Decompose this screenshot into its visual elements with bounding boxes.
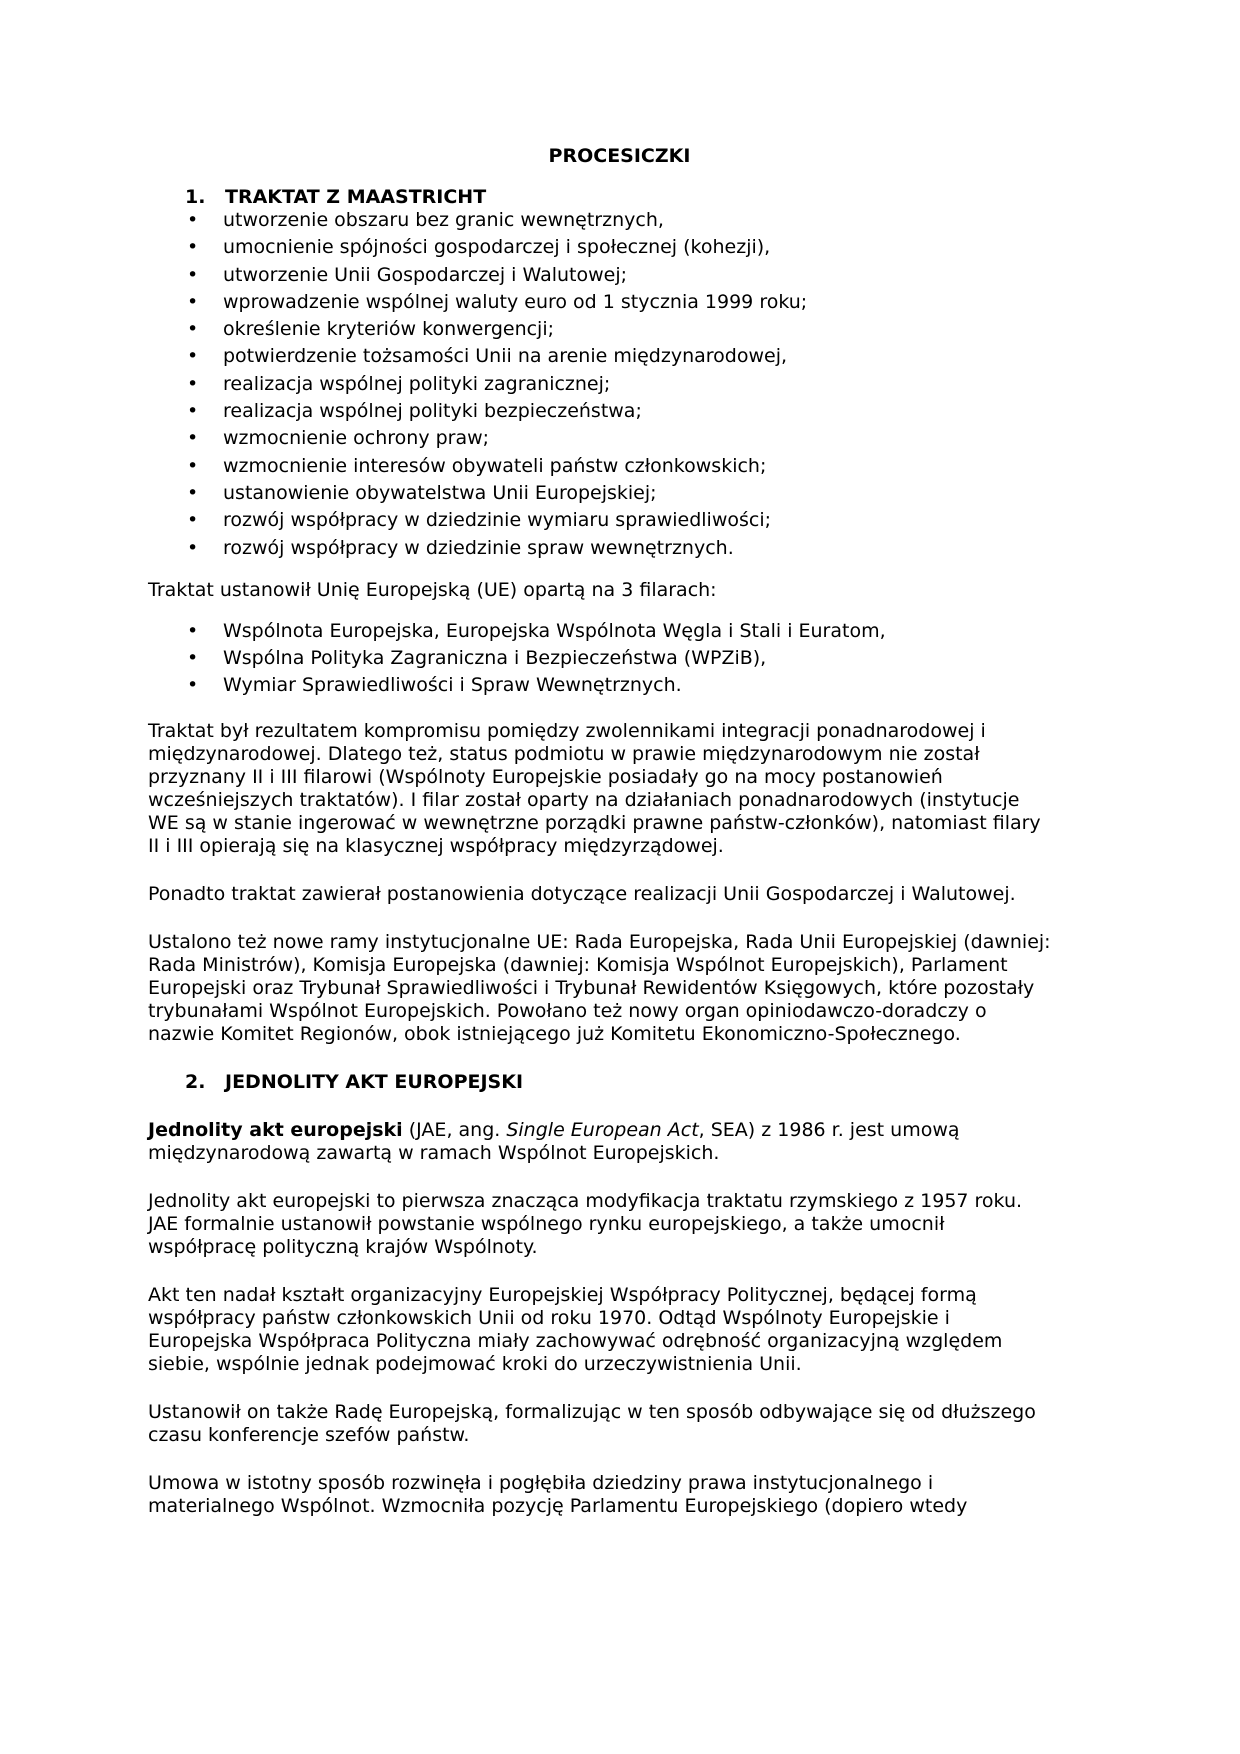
paragraph-compromise: Traktat był rezultatem kompromisu pomiędzy zwolennikami integracji ponadnarodowej i międzynarodowej. Dlatego też, status podmiotu w prawie międzynarodowym nie został przyznany II i III filarowi (Wspólnoty Europejskie posiadały go na mocy postanowień wcześniejszych traktatów). I filar został oparty na działaniach ponadnarodowych (instytucje WE są w stanie ingerować w wewnętrzne porządki prawne państw-członków), natomiast filary II i III opierają się na klasycznej współpracy międzyrządowej.: [148, 719, 1041, 857]
paragraph-modification: Jednolity akt europejski to pierwsza znacząca modyfikacja traktatu rzymskiego z 1957 roku. JAE formalnie ustanowił powstanie wspólnego rynku europejskiego, a także umocnił współpracę polityczną krajów Wspólnoty.: [148, 1189, 1023, 1258]
section-heading-maastricht: [148, 186, 1098, 209]
paragraph-definition: Jednolity akt europejski (JAE, ang. Single European Act, SEA) z 1986 r. jest umową międzynarodową zawartą w ramach Wspólnot Europejskich.: [148, 1118, 960, 1164]
pillars-intro: Traktat ustanowił Unię Europejską (UE) opartą na 3 filarach:: [148, 578, 717, 601]
document-body: [148, 145, 1098, 1518]
bullet-icon: •: [187, 400, 199, 423]
list-item: • wprowadzenie wspólnej waluty euro od 1 stycznia 1999 roku;: [187, 290, 808, 313]
bullet-icon: •: [187, 647, 199, 670]
list-item: • potwierdzenie tożsamości Unii na arenie międzynarodowej,: [187, 345, 788, 368]
bullet-icon: •: [187, 427, 199, 450]
section-number: 1.: [185, 186, 206, 208]
bullet-icon: •: [187, 509, 199, 532]
list-item: • wzmocnienie ochrony praw;: [187, 427, 490, 450]
bullet-icon: •: [187, 674, 199, 697]
bullet-icon: •: [187, 372, 199, 395]
bullet-icon: •: [187, 619, 199, 642]
bullet-icon: •: [187, 263, 199, 286]
section-title: TRAKTAT Z MAASTRICHT: [225, 186, 487, 208]
bullet-icon: •: [187, 290, 199, 313]
section-number: 2.: [185, 1070, 206, 1093]
bullet-icon: •: [187, 536, 199, 559]
paragraph-epc: Akt ten nadał kształt organizacyjny Europejskiej Współpracy Politycznej, będącej formą współpracy państw członkowskich Unii od roku 1970. Odtąd Wspólnoty Europejskie i Europejska Współpraca Polityczna miały zachowywać odrębność organizacyjną względem siebie, wspólnie jednak podejmować kroki do urzeczywistnienia Unii.: [148, 1283, 1003, 1375]
list-item: • Wspólna Polityka Zagraniczna i Bezpieczeństwa (WPZiB),: [187, 647, 767, 670]
list-item: • realizacja wspólnej polityki bezpieczeństwa;: [187, 400, 642, 423]
term-bold: Jednolity akt europejski: [148, 1118, 403, 1141]
paragraph-council: Ustanowił on także Radę Europejską, formalizując w ten sposób odbywające się od dłuższego czasu konferencje szefów państw.: [148, 1400, 1036, 1446]
bullet-icon: •: [187, 345, 199, 368]
list-item: • ustanowienie obywatelstwa Unii Europejskiej;: [187, 481, 657, 504]
list-item: • utworzenie obszaru bez granic wewnętrznych,: [187, 209, 664, 231]
bullet-icon: •: [187, 209, 199, 231]
paragraph-treaty: Umowa w istotny sposób rozwinęła i pogłębiła dziedziny prawa instytucjonalnego i materialnego Wspólnot. Wzmocniła pozycję Parlamentu Europejskiego (dopiero wtedy: [148, 1471, 968, 1517]
list-item: • rozwój współpracy w dziedzinie spraw wewnętrznych.: [187, 536, 734, 559]
paragraph-institutions: Ustalono też nowe ramy instytucjonalne UE: Rada Europejska, Rada Unii Europejskiej (dawniej: Rada Ministrów), Komisja Europejska (dawniej: Komisja Wspólnot Europejskich), Parlament Europejski oraz Trybunał Sprawiedliwości i Trybunał Rewidentów Księgowych, które pozostały trybunałami Wspólnot Europejskich. Powołano też nowy organ opiniodawczo-doradczy o nazwie Komitet Regionów, obok istniejącego już Komitetu Ekonomiczno-Społecznego.: [148, 930, 1051, 1045]
bullet-icon: •: [187, 481, 199, 504]
section-heading-jae: [148, 1071, 1098, 1094]
list-item: • wzmocnienie interesów obywateli państw członkowskich;: [187, 454, 767, 477]
paragraph-emu: Ponadto traktat zawierał postanowienia dotyczące realizacji Unii Gospodarczej i Walutowej.: [148, 882, 1016, 905]
pillars-list: [148, 620, 1098, 698]
list-item: • określenie kryteriów konwergencji;: [187, 318, 555, 341]
bullet-icon: •: [187, 318, 199, 341]
bullet-icon: •: [187, 454, 199, 477]
list-item: • rozwój współpracy w dziedzinie wymiaru sprawiedliwości;: [187, 509, 772, 532]
list-item: • Wspólnota Europejska, Europejska Wspólnota Węgla i Stali i Euratom,: [187, 619, 886, 642]
document-title: PROCESICZKI: [548, 145, 691, 167]
list-item: • umocnienie spójności gospodarczej i społecznej (kohezji),: [187, 236, 771, 259]
list-item: • realizacja wspólnej polityki zagranicznej;: [187, 372, 611, 395]
maastricht-goals-list: [148, 209, 1098, 560]
abbr: JAE: [416, 1118, 447, 1141]
section-title: JEDNOLITY AKT EUROPEJSKI: [225, 1070, 524, 1093]
bullet-icon: •: [187, 236, 199, 259]
english-name: Single European Act: [506, 1118, 699, 1141]
list-item: • utworzenie Unii Gospodarczej i Walutowej;: [187, 263, 628, 286]
list-item: • Wymiar Sprawiedliwości i Spraw Wewnętrznych.: [187, 674, 682, 697]
